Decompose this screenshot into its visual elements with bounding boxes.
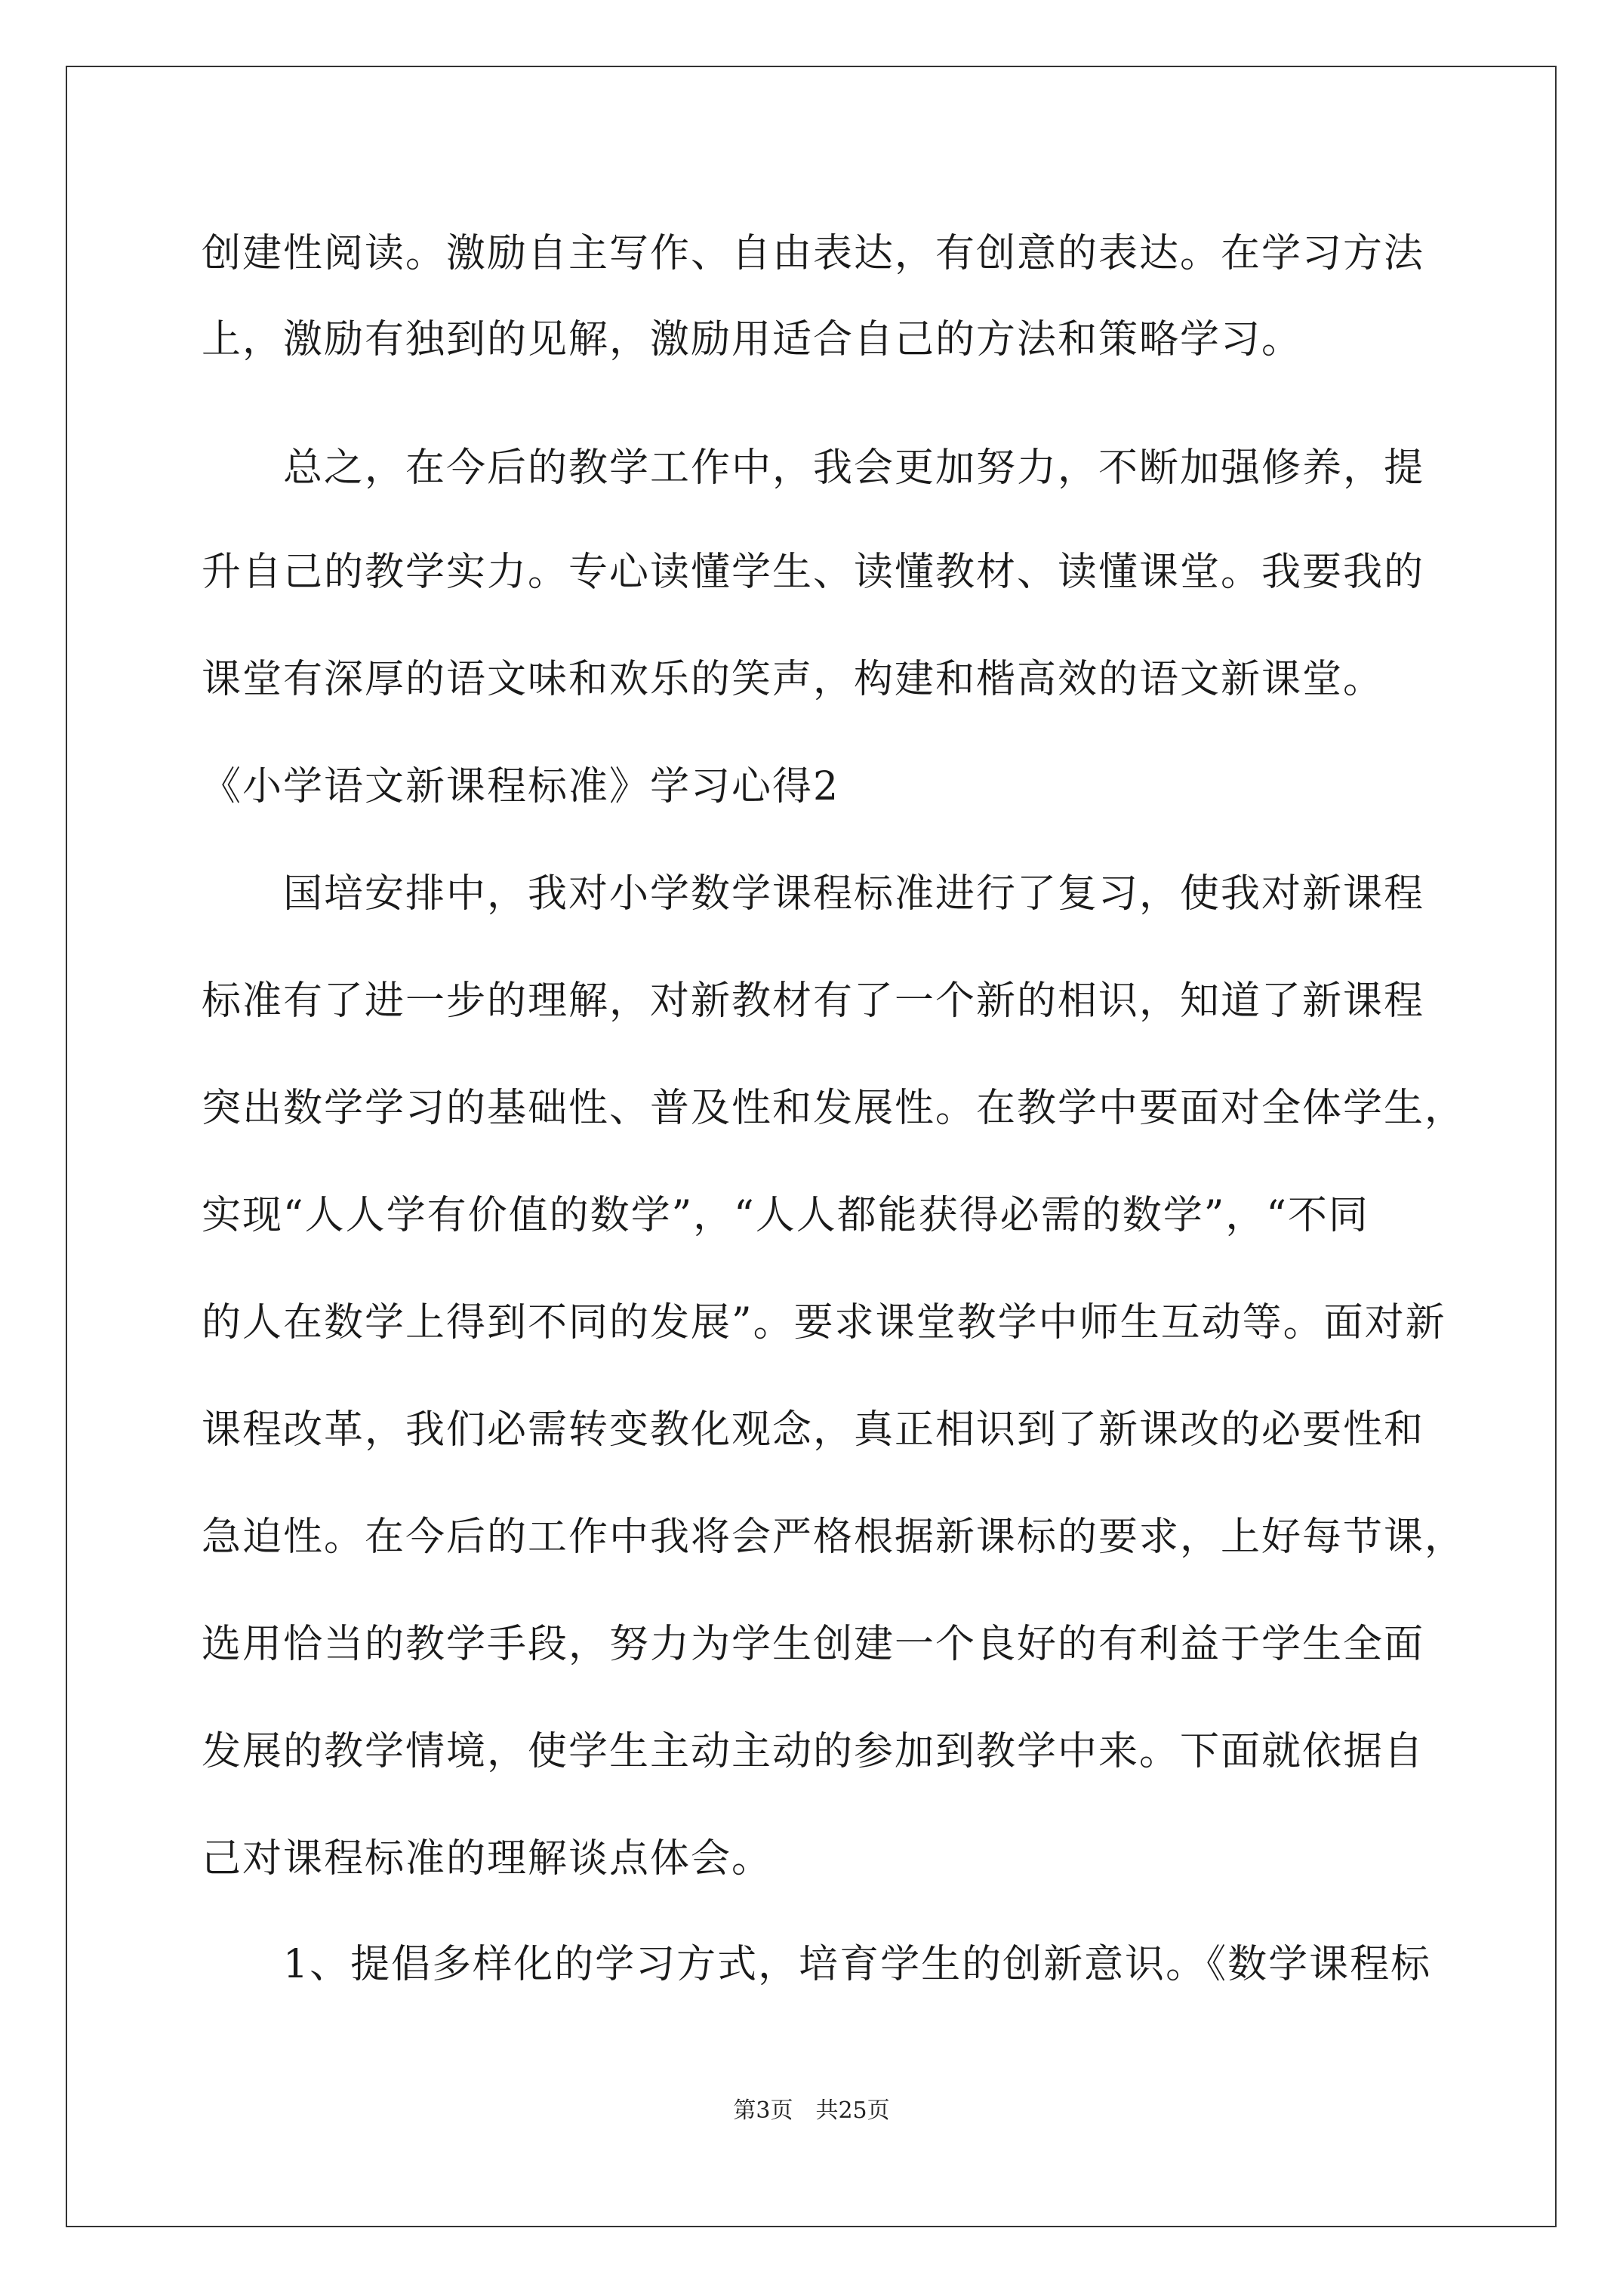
text-line: 突出数学学习的基础性、普及性和发展性。在教学中要面对全体学生， [202,1086,1466,1131]
text-line: 的人在数学上得到不同的发展”。要求课堂教学中师生互动等。面对新 [202,1300,1446,1345]
text-line: 己对课程标准的理解谈点体会。 [202,1836,773,1881]
text-line: 发展的教学情境，使学生主动主动的参加到教学中来。下面就依据自 [202,1729,1425,1774]
text-line: 急迫性。在今后的工作中我将会严格根据新课标的要求，上好每节课， [202,1515,1466,1560]
text-line: 上，激励有独到的见解，激励用适合自己的方法和策略学习。 [202,317,1303,362]
text-line: 创建性阅读。激励自主写作、自由表达，有创意的表达。在学习方法 [202,231,1425,276]
text-line: 标准有了进一步的理解，对新教材有了一个新的相识，知道了新课程 [202,978,1425,1024]
text-line: 课程改革，我们必需转变教化观念，真正相识到了新课改的必要性和 [202,1407,1425,1453]
page-border [66,66,1557,2227]
section-heading: 《小学语文新课程标准》学习心得2 [202,764,840,809]
text-line: 升自己的教学实力。专心读懂学生、读懂教材、读懂课堂。我要我的 [202,550,1425,595]
text-line: 实现“人人学有价值的数学”，“人人都能获得必需的数学”，“不同 [202,1193,1369,1238]
text-line: 总之，在今后的教学工作中，我会更加努力，不断加强修养，提 [283,445,1425,491]
text-line: 1、提倡多样化的学习方式，培育学生的创新意识。《数学课程标 [283,1942,1432,1987]
text-line: 选用恰当的教学手段，努力为学生创建一个良好的有利益于学生全面 [202,1622,1425,1667]
text-line: 课堂有深厚的语文味和欢乐的笑声，构建和楷高效的语文新课堂。 [202,657,1384,702]
page-number: 第3页 共25页 [733,2097,890,2124]
text-line: 国培安排中，我对小学数学课程标准进行了复习，使我对新课程 [283,871,1425,917]
